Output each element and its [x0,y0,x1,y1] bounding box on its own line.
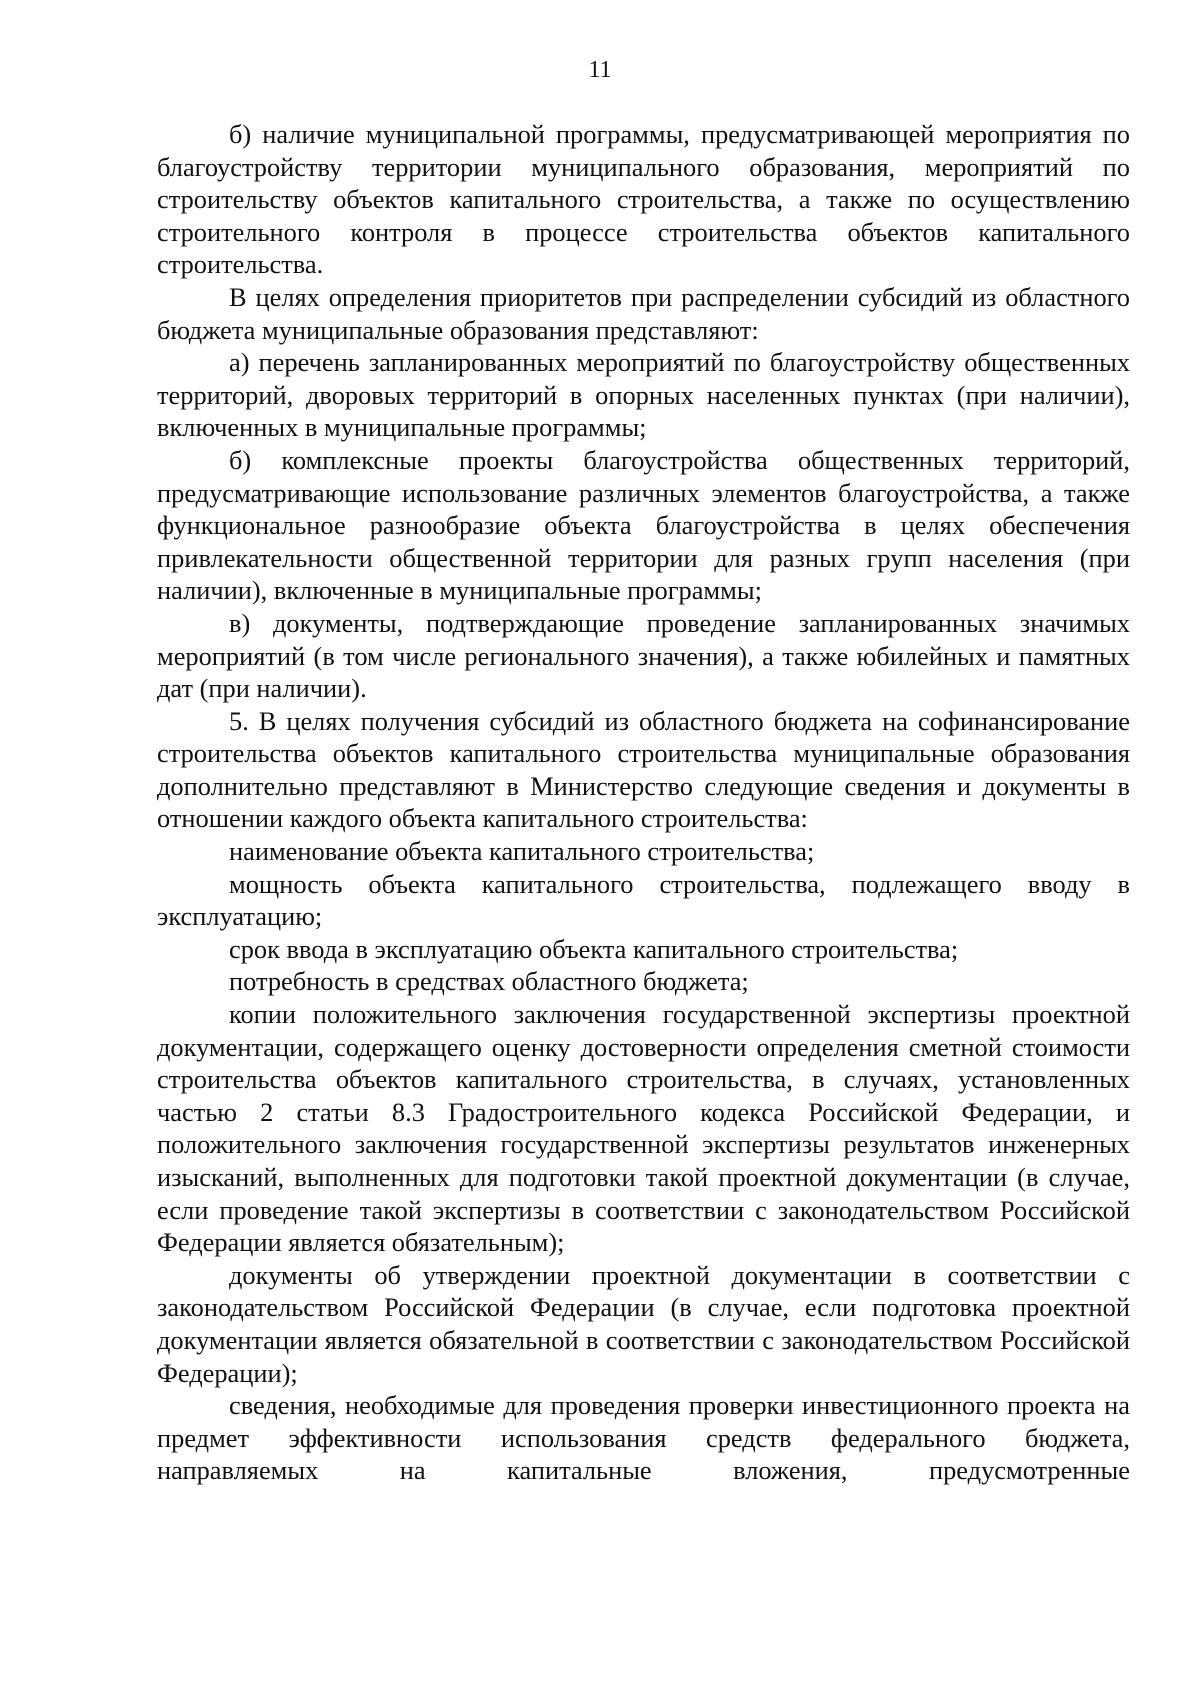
paragraph-object-capacity: мощность объекта капитального строительства, подлежащего вводу в эксплуатацию; [157,868,1130,932]
paragraph-object-name: наименование объекта капитального строительства; [229,836,815,867]
paragraph-priorities-intro: В целях определения приоритетов при распределении субсидий из областного бюджета муниципальные образования представляют: [157,281,1130,345]
page-number: 11 [588,57,612,83]
paragraph-item-b-complex-projects: б) комплексные проекты благоустройства общественных территорий, предусматривающие использование различных элементов благоустройства, а также функциональное разнообразие объекта благоустройства в целях обеспечения привлекательности общественной территории для разных групп населения (при наличии), включенные в муниципальные программы; [157,444,1130,606]
document-body [157,118,1130,1487]
paragraph-commissioning-date: срок ввода в эксплуатацию объекта капитального строительства; [229,933,959,964]
paragraph-section-5: 5. В целях получения субсидий из областного бюджета на софинансирование строительства объектов капитального строительства муниципальные образования дополнительно представляют в Министерство следующие сведения и документы в отношении каждого объекта капитального строительства: [157,705,1130,834]
paragraph-approval-documents: документы об утверждении проектной документации в соответствии с законодательством Российской Федерации (в случае, если подготовка проектной документации является обязательной в соответствии с законодательством Российской Федерации); [157,1259,1130,1388]
paragraph-budget-need: потребность в средствах областного бюджета; [229,966,749,997]
paragraph-item-a-list-of-events: а) перечень запланированных мероприятий по благоустройству общественных территорий, дворовых территорий в опорных населенных пунктах (при наличии), включенных в муниципальные программы; [157,347,1130,443]
paragraph-item-b-municipal-program: б) наличие муниципальной программы, предусматривающей мероприятия по благоустройству территории муниципального образования, мероприятий по строительству объектов капитального строительства, а также по осуществлению строительного контроля в процессе строительства объектов капитального строительства. [157,119,1130,280]
paragraph-expertise-copies: копии положительного заключения государственной экспертизы проектной документации, содержащего оценку достоверности определения сметной стоимости строительства объектов капитального строительства, в случаях, установленных частью 2 статьи 8.3 Градостроительного кодекса Российской Федерации, и положительного заключения государственной экспертизы результатов инженерных изысканий, выполненных для подготовки такой проектной документации (в случае, если проведение такой экспертизы в соответствии с законодательством Российской Федерации является обязательным); [157,999,1130,1258]
paragraph-item-v-documents: в) документы, подтверждающие проведение запланированных значимых мероприятий (в том числе регионального значения), а также юбилейных и памятных дат (при наличии). [157,607,1130,704]
paragraph-investment-check: сведения, необходимые для проведения проверки инвестиционного проекта на предмет эффективности использования средств федерального бюджета, направляемых на капитальные вложения, предусмотренные [157,1390,1130,1486]
